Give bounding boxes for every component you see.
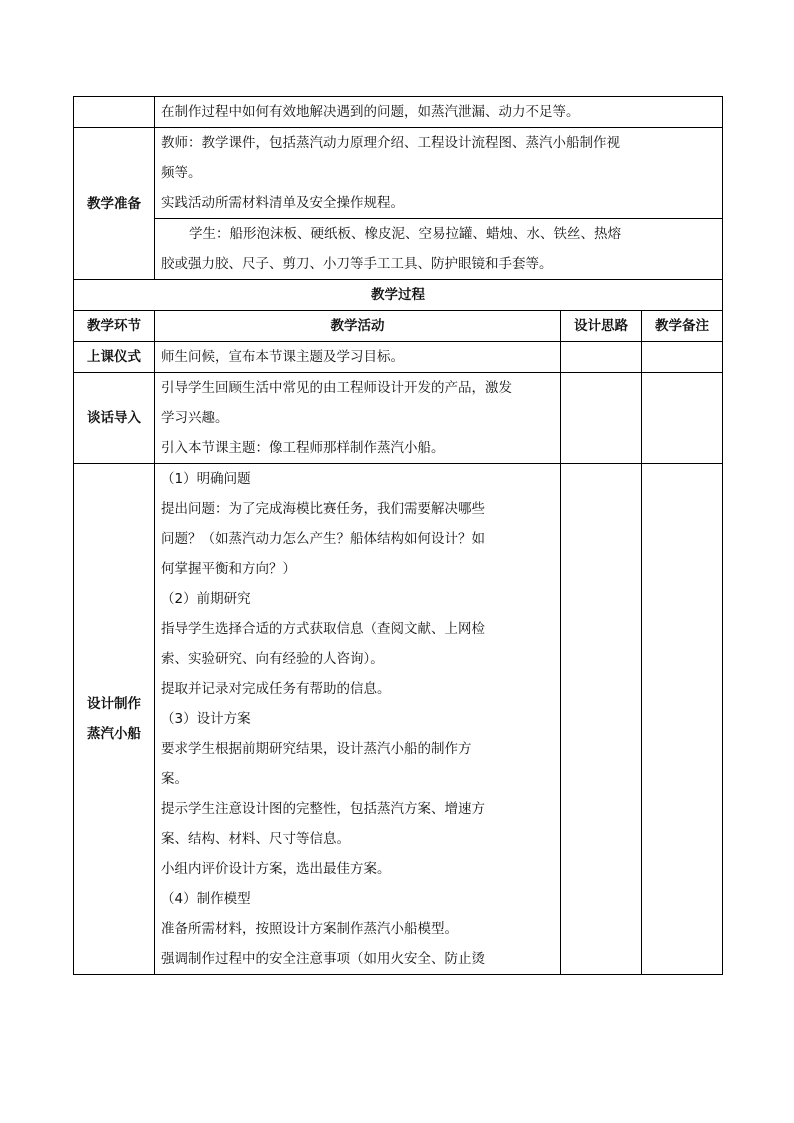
activity-line: 提示学生注意设计图的完整性，包括蒸汽方案、增速方: [161, 801, 485, 817]
header-notes: 教学备注: [642, 311, 723, 342]
notes-cell: [642, 464, 723, 975]
activity-cell: [155, 464, 561, 975]
stage-label-line: 设计制作: [87, 696, 141, 712]
design-cell: [561, 464, 642, 975]
activity-line: 师生问候，宣布本节课主题及学习目标。: [161, 349, 404, 365]
prep-student-row: [74, 219, 723, 280]
prev-row-label: [74, 97, 155, 128]
prep-student-line: 学生：船形泡沫板、硬纸板、橡皮泥、空易拉罐、蜡烛、水、铁丝、热熔: [189, 226, 621, 242]
prep-teacher-line: 教师：教学课件，包括蒸汽动力原理介绍、工程设计流程图、蒸汽小船制作视: [161, 135, 620, 151]
header-stage: 教学环节: [74, 311, 155, 342]
process-title: 教学过程: [74, 280, 723, 311]
prev-row: [74, 97, 723, 128]
notes-cell: [642, 373, 723, 464]
activity-line: （4）制作模型: [161, 891, 251, 907]
header-row: [74, 311, 723, 342]
prev-row-content: [155, 97, 723, 128]
activity-cell: [155, 342, 561, 373]
activity-line: 强调制作过程中的安全注意事项（如用火安全、防止烫: [161, 951, 485, 967]
activity-line: 提取并记录对完成任务有帮助的信息。: [161, 681, 391, 697]
prep-teacher-row: [74, 128, 723, 219]
prep-teacher-line: 实践活动所需材料清单及安全操作规程。: [161, 195, 404, 211]
table-row: [74, 342, 723, 373]
activity-line: 何掌握平衡和方向？）: [161, 561, 296, 577]
lesson-plan-table: [73, 96, 723, 975]
activity-line: 学习兴趣。: [161, 410, 229, 426]
process-title-row: [74, 280, 723, 311]
header-design: 设计思路: [561, 311, 642, 342]
activity-line: 指导学生选择合适的方式获取信息（查阅文献、上网检: [161, 621, 485, 637]
stage-label: 上课仪式: [74, 342, 155, 373]
prev-row-text: 在制作过程中如何有效地解决遇到的问题，如蒸汽泄漏、动力不足等。: [161, 104, 580, 120]
stage-label: 谈话导入: [74, 373, 155, 464]
stage-label-line: 蒸汽小船: [87, 726, 141, 742]
table-row: [74, 373, 723, 464]
activity-line: 要求学生根据前期研究结果，设计蒸汽小船的制作方: [161, 741, 472, 757]
activity-line: （2）前期研究: [161, 591, 251, 607]
activity-line: 案。: [161, 771, 188, 787]
activity-line: 引入本节课主题：像工程师那样制作蒸汽小船。: [161, 440, 445, 456]
design-cell: [561, 342, 642, 373]
stage-label: [74, 464, 155, 975]
activity-line: （3）设计方案: [161, 711, 251, 727]
activity-line: 提出问题：为了完成海模比赛任务，我们需要解决哪些: [161, 501, 485, 517]
activity-line: 问题？（如蒸汽动力怎么产生？船体结构如何设计？如: [161, 531, 485, 547]
activity-line: 小组内评价设计方案，选出最佳方案。: [161, 861, 391, 877]
activity-line: （1）明确问题: [161, 471, 251, 487]
activity-line: 引导学生回顾生活中常见的由工程师设计开发的产品，激发: [161, 380, 512, 396]
activity-cell: [155, 373, 561, 464]
notes-cell: [642, 342, 723, 373]
activity-line: 案、结构、材料、尺寸等信息。: [161, 831, 350, 847]
prep-student-cell: [155, 219, 723, 280]
table-row: [74, 464, 723, 975]
activity-line: 准备所需材料，按照设计方案制作蒸汽小船模型。: [161, 921, 458, 937]
prep-label: 教学准备: [74, 128, 155, 280]
prep-teacher-line: 频等。: [161, 165, 202, 181]
design-cell: [561, 373, 642, 464]
activity-line: 索、实验研究、向有经验的人咨询）。: [161, 651, 384, 667]
prep-teacher-cell: [155, 128, 723, 219]
header-activity: 教学活动: [155, 311, 561, 342]
prep-student-line: 胶或强力胶、尺子、剪刀、小刀等手工工具、防护眼镜和手套等。: [161, 256, 553, 272]
